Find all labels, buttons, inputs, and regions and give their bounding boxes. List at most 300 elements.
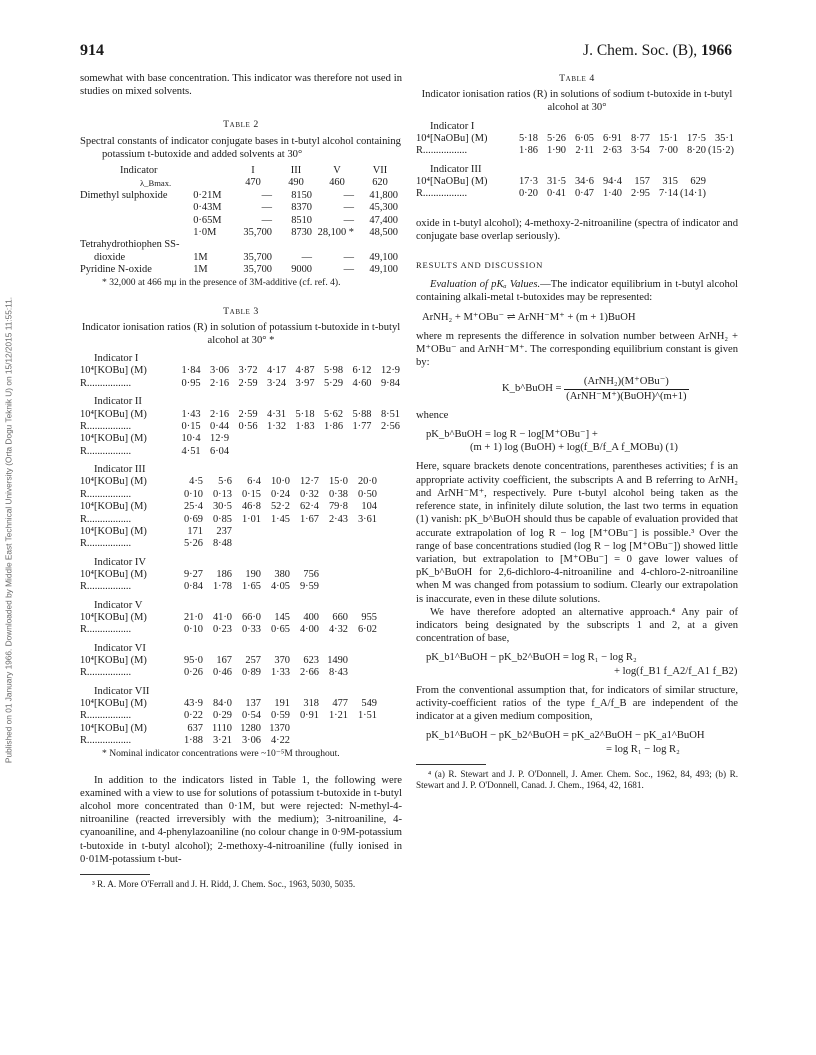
t2-value: [230, 239, 276, 251]
t4-cell: 8·20: [686, 145, 706, 157]
t2-value: 49,100: [369, 251, 398, 263]
t3-cell: 0·95: [181, 377, 201, 389]
t2-lambda-label: λ_Bmax.: [140, 178, 172, 189]
t3-indicator-label: Indicator III: [94, 464, 146, 476]
t2-conc: 0·65M: [193, 214, 222, 226]
t3-cell: 4·22: [270, 735, 290, 747]
t3-row: [80, 655, 350, 667]
table2-caption: Spectral constants of indicator conjugate bases in t-butyl alcohol containing potassium t-butoxide and added solvents at 30°: [80, 135, 401, 160]
equation-final: [416, 729, 738, 755]
t3-cell: 137: [245, 698, 261, 710]
t3-cell: 3·61: [357, 513, 377, 525]
t4-cell: 0·41: [546, 188, 566, 200]
t2-solvent: Tetrahydrothiophen SS-: [80, 239, 180, 251]
t4-cell: 1·40: [602, 188, 622, 200]
t3-cell: 5·6: [218, 476, 232, 488]
t3-cell: 8·51: [380, 408, 400, 420]
t3-cell: 0·10: [183, 624, 203, 636]
t3-cell: 1·67: [299, 513, 319, 525]
t3-indicator-label: Indicator VII: [94, 685, 150, 697]
t3-cell: 1·21: [328, 710, 348, 722]
eq2-left: K_b^BuOH =: [502, 383, 562, 395]
t3-cell: 8·48: [212, 538, 232, 550]
t3-cell: 1·65: [241, 581, 261, 593]
t2-conc: 1M: [193, 264, 208, 276]
t3-conc-label: 10⁴[KOBu] (M): [80, 655, 147, 666]
t4-cell: 7·14: [658, 188, 678, 200]
t3-conc-label: 10⁴[KOBu] (M): [80, 501, 147, 513]
t4-cell: 1·90: [546, 145, 566, 157]
table2: [80, 165, 402, 277]
t2-conc: 1M: [193, 251, 208, 263]
t3-cell: 318: [303, 698, 319, 710]
approach-paragraph: We have therefore adopted an alternative approach.⁴ Any pair of indicators being designated by the subscripts 1 and 2, at a given concentration of base,: [416, 606, 738, 645]
t3-cell: 191: [274, 698, 290, 710]
t4-conc-label: 10⁴[NaOBu] (M): [416, 175, 488, 187]
t3-cell: 1·83: [295, 420, 315, 432]
t3-cell: 370: [274, 655, 290, 666]
t2-value: 35,700: [243, 264, 272, 276]
t3-cell: 5·88: [352, 408, 372, 420]
t3-cell: 0·65: [270, 624, 290, 636]
t2-value: 41,800: [369, 189, 398, 201]
t3-cell: 2·16: [210, 377, 230, 389]
t3-group-table: [80, 569, 321, 594]
t2-row: [80, 190, 402, 202]
t4-r-label: R.................: [416, 145, 468, 157]
t2-value: 49,100: [369, 264, 398, 276]
t2-conc: 1·0M: [193, 227, 217, 239]
t3-r-label: R.................: [80, 624, 132, 636]
footnote-4: ⁴ (a) R. Stewart and J. P. O'Donnell, J. Amer. Chem. Soc., 1962, 84, 493; (b) R. Stewart and J. P. O'Donnell, Canad. J. Chem., 1964, 42, 1681.: [416, 768, 738, 791]
t4-cell: 1·86: [518, 145, 538, 157]
t3-cell: 1·84: [181, 365, 201, 377]
t2-value: 35,700: [243, 227, 272, 239]
t3-cell: 660: [332, 611, 348, 623]
t4-cell: 0·47: [574, 188, 594, 200]
t4-cell: 17·5: [686, 132, 706, 144]
continuation-paragraph: oxide in t-butyl alcohol); 4-methoxy-2-nitroaniline (spectra of indicator and conjugate base overlap seriously).: [416, 217, 738, 242]
t3-cell: 0·85: [212, 513, 232, 525]
t4-cell: 5·26: [546, 132, 566, 144]
t3-cell: 0·46: [212, 667, 232, 679]
t3-r-label: R.................: [80, 420, 132, 432]
t3-cell: 637: [187, 722, 203, 734]
t3-cell: 400: [303, 611, 319, 623]
equilibrium-equation: ArNH₂ + M⁺OBu⁻ ⇌ ArNH⁻M⁺ + (m + 1)BuOH: [422, 311, 636, 323]
t3-cell: 4·00: [299, 624, 319, 636]
t3-cell: 9·27: [183, 568, 203, 580]
t3-cell: 6·12: [352, 365, 372, 377]
eq4-line-b: + log(f_B1 f_A2/f_A1 f_B2): [614, 665, 738, 677]
t3-cell: 0·24: [270, 488, 290, 500]
t3-cell: 1·45: [270, 513, 290, 525]
t3-row: [80, 421, 402, 433]
t2-solvent: [80, 227, 193, 239]
t3-row: [80, 667, 350, 679]
table2-note: * 32,000 at 466 mμ in the presence of 3M-additive (cf. ref. 4).: [102, 276, 341, 288]
t3-cell: 0·56: [238, 420, 258, 432]
t3-cell: 477: [332, 698, 348, 710]
t3-cell: 186: [216, 568, 232, 580]
t3-cell: 0·50: [357, 488, 377, 500]
t3-cell: 0·10: [183, 488, 203, 500]
eq5-line-b: = log R₁ − log R₂: [606, 743, 680, 755]
t3-cell: 0·89: [241, 667, 261, 679]
t3-cell: 5·18: [295, 408, 315, 420]
t4-cell: 2·11: [575, 145, 594, 157]
t2-value: —: [343, 202, 354, 214]
t3-row: [80, 581, 321, 593]
t3-r-label: R.................: [80, 445, 132, 457]
t3-cell: 0·29: [212, 710, 232, 722]
t2-head: VII: [372, 165, 388, 177]
t3-cell: 6·04: [210, 445, 230, 457]
t3-cell: 190: [245, 568, 261, 580]
t3-cell: 4·31: [267, 408, 287, 420]
t3-cell: 4·05: [270, 581, 290, 593]
t2-solvent: [80, 202, 193, 214]
t3-cell: 1·43: [181, 408, 201, 420]
t3-cell: 4·5: [189, 476, 203, 488]
t3-group-table: [80, 612, 379, 637]
t3-conc-label: 10⁴[KOBu] (M): [80, 568, 147, 580]
t3-group-table: [80, 655, 350, 680]
t3-cell: 0·22: [183, 710, 203, 722]
section-heading: RESULTS AND DISCUSSION: [416, 260, 544, 271]
t3-cell: 3·06: [210, 365, 230, 377]
t2-head: V: [333, 165, 341, 177]
equation-1: [416, 428, 738, 454]
t2-value: 8510: [291, 214, 312, 226]
t3-cell: 0·15: [181, 420, 201, 432]
t3-cell: 2·59: [238, 408, 258, 420]
evaluation-text: —The indicator equilibrium in t-butyl alcohol containing alkali-metal t-butoxides may be represented:: [416, 279, 738, 304]
t3-cell: 12·9: [380, 365, 400, 377]
t3-cell: 0·15: [241, 488, 261, 500]
table3-note: * Nominal indicator concentrations were ~10⁻⁵M throughout.: [102, 747, 340, 759]
t3-conc-label: 10⁴[KOBu] (M): [80, 365, 147, 377]
t3-cell: 9·84: [380, 377, 400, 389]
eq1-line-b: (m + 1) log (BuOH) + log(f_B/f_A f_MOBu) (1): [470, 442, 678, 454]
t3-cell: 5·62: [323, 408, 344, 420]
t3-cell: 1110: [211, 722, 232, 734]
t3-cell: 2·59: [238, 377, 258, 389]
t3-row: [80, 378, 402, 390]
t3-row: [80, 526, 379, 538]
t3-cell: 46·8: [241, 501, 261, 513]
t3-cell: 12·7: [299, 476, 319, 488]
t3-cell: 2·56: [380, 420, 400, 432]
t3-row: [80, 624, 379, 636]
activities-paragraph: Here, square brackets denote concentrations, parentheses activities; f is an appropriate activity coefficient, the subscripts A and B referring to ArNH₂ and ArNH⁻M⁺, respectively. Pure t-butyl alcohol being taken as the reference state, in infinitely dilute solution, the last two terms in equation (1) vanish: pK_b^BuOH should thus be capable of evaluation provided that accurate extrapolation of log R − log [M⁺OBu⁻] is possible.³ Over the range of base concentrations studied (log R − log [M⁺OBu⁻]) showed little variation, but extrapolation to [M⁺OBu⁻] = 0 gave lower values of pK_b^BuOH for 2,6-dichloro-4-nitroaniline and 4-chloro-2-nitroaniline when M was changed from potassium to sodium. Clearly our extrapolation is inaccurate, even in these dilute solutions.: [416, 461, 738, 605]
t3-row: [80, 710, 379, 722]
t3-row: [80, 538, 379, 550]
footnote-rule: [80, 874, 150, 875]
journal-header: [583, 42, 732, 60]
t3-cell: 0·23: [212, 624, 232, 636]
t2-value: [358, 239, 402, 251]
t4-cell: 629: [690, 175, 706, 187]
t3-cell: 4·32: [328, 624, 348, 636]
t3-cell: 2·16: [210, 408, 230, 420]
t2-value: —: [343, 214, 354, 226]
t3-cell: 10·4: [181, 433, 201, 445]
t3-cell: 257: [245, 655, 261, 666]
t2-solvent: [80, 215, 193, 227]
t3-cell: 0·38: [328, 488, 348, 500]
eq5-line-a: pK_b1^BuOH − pK_b2^BuOH = pK_a2^BuOH − pK_a1^BuOH: [426, 730, 705, 742]
t4-cell: 94·4: [602, 175, 622, 187]
t3-cell: 2·66: [299, 667, 319, 679]
solvation-paragraph: where m represents the difference in solvation number between ArNH₂ + M⁺OBu⁻ and ArNH⁻M⁺. The corresponding equilibrium constant is given by:: [416, 330, 738, 369]
t3-cell: 0·13: [212, 488, 232, 500]
t3-row: [80, 514, 379, 526]
t3-cell: 955: [361, 611, 377, 623]
t3-cell: 4·51: [181, 445, 201, 457]
t4-cell: 5·18: [518, 132, 538, 144]
t4-cell: 6·05: [574, 132, 594, 144]
t3-row: [80, 489, 379, 501]
t3-cell: 25·4: [183, 501, 203, 513]
t3-cell: 95·0: [183, 655, 203, 666]
t2-solvent: Pyridine N-oxide: [80, 264, 152, 276]
t3-cell: 43·9: [183, 698, 203, 710]
t3-cell: 30·5: [212, 501, 232, 513]
table4-caption: Indicator ionisation ratios (R) in solutions of sodium t-butoxide in t-butyl alcohol at 30°: [421, 89, 733, 114]
t3-r-label: R.................: [80, 377, 132, 389]
whence-text: whence: [416, 409, 449, 421]
t2-value: 8370: [291, 202, 312, 214]
t3-cell: 6·4: [247, 476, 261, 488]
t3-cell: 756: [303, 568, 319, 580]
t3-cell: 3·24: [267, 377, 287, 389]
t2-value: —: [343, 251, 354, 263]
t3-cell: 623: [303, 655, 319, 666]
t3-cell: 0·33: [241, 624, 261, 636]
t2-row: [80, 239, 402, 251]
t3-cell: 5·26: [183, 538, 203, 550]
t3-cell: 4·87: [295, 365, 315, 377]
t2-row: [80, 252, 402, 264]
t4-cell: 2·63: [602, 145, 622, 157]
t3-cell: 62·4: [299, 501, 319, 513]
t3-cell: 167: [216, 655, 232, 666]
t3-row: [80, 698, 379, 710]
t2-value: 45,300: [369, 202, 398, 214]
t4-cell: 31·5: [546, 175, 566, 187]
t2-value: 9000: [291, 264, 312, 276]
t3-cell: 145: [274, 611, 290, 623]
t3-cell: 3·97: [295, 377, 315, 389]
t2-value: [316, 239, 358, 251]
t3-indicator-label: Indicator IV: [94, 556, 147, 568]
t3-row: [80, 409, 402, 421]
t3-cell: 52·2: [270, 501, 290, 513]
t4-row: [416, 188, 708, 200]
table2-title: Table 2: [223, 119, 259, 131]
download-notice: Published on 01 January 1966. Downloaded by Middle East Technical University (Orta Dogu Teknik U) on 15/12/2015 11:55:11.: [3, 296, 14, 764]
t3-cell: 104: [361, 501, 377, 513]
t3-cell: 12·9: [210, 433, 230, 445]
t3-cell: 380: [274, 568, 290, 580]
t2-lambda: 620: [372, 177, 388, 189]
t2-conc: 0·43M: [193, 202, 222, 214]
t2-value: —: [343, 264, 354, 276]
t2-head-indicator: Indicator: [120, 165, 158, 177]
t3-cell: 9·59: [299, 581, 319, 593]
t3-cell: 0·59: [270, 710, 290, 722]
t2-solvent: dioxide: [94, 251, 126, 263]
t2-value: —: [261, 189, 272, 201]
t2-value: —: [261, 202, 272, 214]
t2-lambda: 490: [288, 177, 304, 189]
evaluation-paragraph: [416, 278, 738, 304]
t3-conc-label: 10⁴[KOBu] (M): [80, 525, 147, 537]
left-column: [80, 72, 402, 891]
t3-r-label: R.................: [80, 710, 132, 722]
t4-row: [416, 133, 736, 145]
t3-cell: 1·01: [241, 513, 261, 525]
t4-cell: 34·6: [574, 175, 594, 187]
t3-cell: 1·32: [267, 420, 287, 432]
table3-caption: Indicator ionisation ratios (R) in solution of potassium t-butoxide in t-butyl alcohol at 30° *: [81, 321, 401, 347]
t2-lambda: 460: [329, 177, 345, 189]
t3-cell: 21·0: [183, 611, 203, 623]
t3-row: [80, 433, 402, 445]
t2-value: 35,700: [243, 251, 272, 263]
t2-value: —: [301, 251, 312, 263]
t3-cell: 4·60: [352, 377, 372, 389]
t4-r-label: R.................: [416, 188, 468, 200]
t4-cell: 157: [634, 175, 650, 187]
t3-cell: 66·0: [241, 611, 261, 623]
t2-row: [80, 202, 402, 214]
equation-pair: [416, 651, 738, 677]
t2-value: 47,400: [369, 214, 398, 226]
t3-cell: 0·91: [299, 710, 319, 722]
t3-cell: 5·29: [323, 377, 344, 389]
t3-r-label: R.................: [80, 581, 132, 593]
t4-cell: (15·2): [708, 145, 734, 157]
t2-value: —: [343, 189, 354, 201]
t2-value: 48,500: [369, 227, 398, 239]
t3-cell: 10·0: [270, 476, 290, 488]
t4-group-table: [416, 176, 708, 201]
t4-conc-label: 10⁴[NaOBu] (M): [416, 132, 488, 144]
t3-row: [80, 723, 379, 735]
t3-group-table: [80, 476, 379, 550]
assumption-paragraph: From the conventional assumption that, for indicators of similar structure, activity-coefficient ratios of the type f_A/f_B are independent of the indicator at a given medium composition,: [416, 684, 738, 723]
t3-group-table: [80, 698, 379, 748]
t2-row: [80, 264, 402, 276]
t2-row: [80, 215, 402, 227]
t2-solvent: Dimethyl sulphoxide: [80, 189, 168, 201]
t3-r-label: R.................: [80, 488, 132, 500]
t2-row: [80, 227, 402, 239]
t2-value: 28,100 *: [317, 227, 354, 239]
t3-cell: 1·33: [270, 667, 290, 679]
t3-conc-label: 10⁴[KOBu] (M): [80, 698, 147, 710]
t2-value: 8150: [291, 189, 312, 201]
t3-r-label: R.................: [80, 735, 132, 747]
intro-paragraph: somewhat with base concentration. This indicator was therefore not used in studies on mixed solvents.: [80, 73, 402, 98]
t3-cell: 1·51: [357, 710, 377, 722]
t2-value: [276, 239, 316, 251]
journal-name: J. Chem. Soc. (B),: [583, 42, 698, 59]
t3-r-label: R.................: [80, 667, 132, 679]
t3-cell: 6·02: [357, 624, 377, 636]
t3-indicator-label: Indicator VI: [94, 642, 146, 654]
t3-conc-label: 10⁴[KOBu] (M): [80, 408, 147, 420]
t3-indicator-label: Indicator V: [94, 599, 143, 611]
t3-cell: 549: [361, 698, 377, 710]
t4-row: [416, 145, 736, 157]
t3-cell: 1·88: [183, 735, 203, 747]
table4-title: Table 4: [559, 73, 595, 84]
t4-cell: 3·54: [630, 145, 650, 157]
t3-row: [80, 569, 321, 581]
evaluation-lead: Evaluation of pKₐ Values.: [430, 279, 541, 291]
t3-cell: 1·78: [212, 581, 232, 593]
t4-cell: 2·95: [630, 188, 650, 200]
t4-cell: 8·77: [630, 132, 650, 144]
t3-row: [80, 501, 379, 513]
right-column: [416, 72, 738, 792]
eq1-line-a: pK_b^BuOH = log R − log[M⁺OBu⁻] +: [426, 429, 598, 441]
footnote-rule: [416, 764, 486, 765]
t3-cell: 1·77: [352, 420, 372, 432]
t3-group-table: [80, 409, 402, 459]
t3-r-label: R.................: [80, 538, 132, 550]
t3-conc-label: 10⁴[KOBu] (M): [80, 722, 147, 734]
t4-cell: 6·91: [602, 132, 622, 144]
t3-conc-label: 10⁴[KOBu] (M): [80, 611, 147, 623]
t3-group-table: [80, 365, 402, 390]
rejected-indicators-paragraph: In addition to the indicators listed in Table 1, the following were examined with a view to use for solutions of potassium t-butoxide in t-butyl alcohol more concentrated than 0·1M, but were rejected: N-methyl-4-nitroaniline (reacted irreversibly with the medium); 3-nitroaniline, 4-cyanoaniline, and 4-phenylazoaniline (no colour change in 0·9M-potassium t-butoxide in t-butyl alcohol); 2-methoxy-4-nitroaniline (fully ionised in 0·01M-potassium t-but-: [80, 774, 402, 865]
t2-lambda: 470: [245, 177, 261, 189]
t3-cell: 0·84: [183, 581, 203, 593]
t4-cell: 15·1: [658, 132, 678, 144]
eq4-line-a: pK_b1^BuOH − pK_b2^BuOH = log R₁ − log R₂: [426, 652, 637, 664]
t3-cell: 1490: [327, 655, 348, 666]
t4-cell: (14·1): [680, 188, 706, 200]
t4-cell: 17·3: [518, 175, 538, 187]
t3-cell: 20·0: [357, 476, 377, 488]
journal-year: 1966: [701, 42, 732, 59]
t3-cell: 41·0: [212, 611, 232, 623]
t2-conc: [193, 239, 230, 251]
eq2-numerator: (ArNH₂)(M⁺OBu⁻): [564, 375, 688, 389]
t3-cell: 3·72: [238, 365, 258, 377]
t3-cell: 1370: [269, 722, 290, 734]
table3-title: Table 3: [223, 305, 259, 317]
t2-value: —: [261, 214, 272, 226]
t3-cell: 15·0: [328, 476, 348, 488]
t3-indicator-label: Indicator II: [94, 396, 142, 408]
t3-row: [80, 612, 379, 624]
t3-cell: 237: [216, 525, 232, 537]
t3-cell: 84·0: [212, 698, 232, 710]
t3-cell: 0·54: [241, 710, 261, 722]
t3-cell: 3·21: [212, 735, 232, 747]
t3-conc-label: 10⁴[KOBu] (M): [80, 476, 147, 488]
t4-indicator-label: Indicator III: [430, 163, 482, 175]
t3-row: [80, 365, 402, 377]
t3-conc-label: 10⁴[KOBu] (M): [80, 433, 147, 445]
t4-cell: 35·1: [714, 132, 734, 144]
t3-cell: 1·86: [323, 420, 344, 432]
